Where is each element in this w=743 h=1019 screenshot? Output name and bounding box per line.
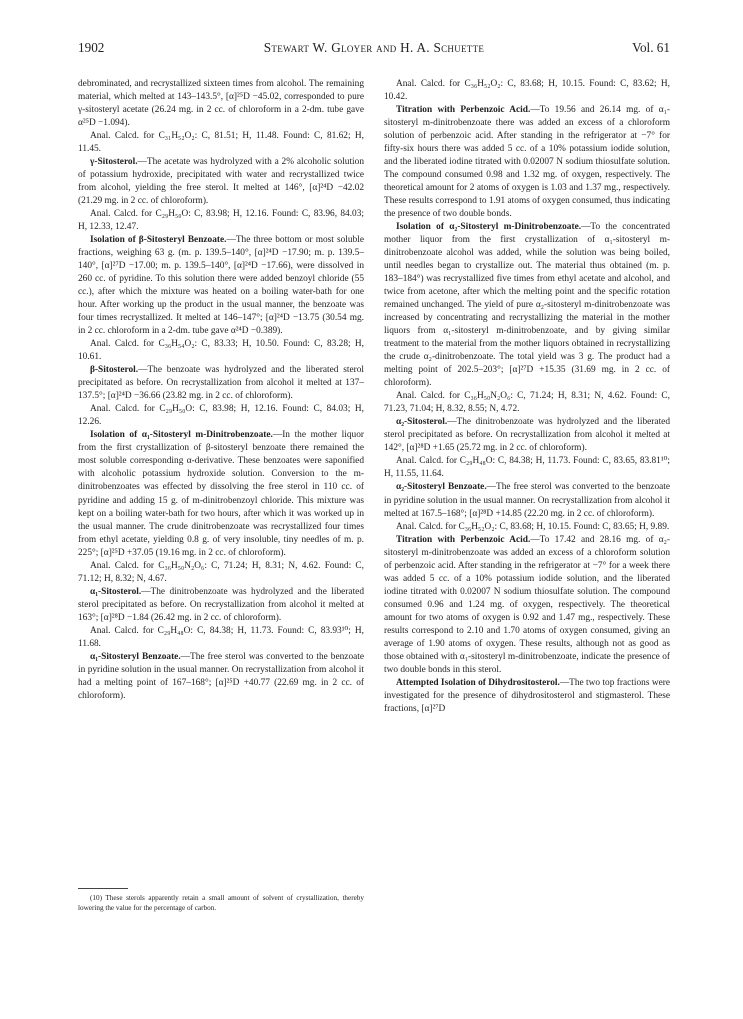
paragraph — [384, 78, 670, 104]
paragraph-text: Anal. Calcd. for C₃₆H₅₂O₂: C, 83.68; H, 10.15. Found: C, 83.65; H, 9.89. — [396, 521, 670, 532]
paragraph — [384, 221, 670, 390]
paragraph — [384, 416, 670, 455]
paragraph-text: —The free sterol was converted to the benzoate in pyridine solution in the usual manner. On recrystallization from alcohol it melted at 167.5–168°; [α]²⁸D +14.85 (22.20 mg. in 2 cc. of chloroform). — [384, 482, 671, 519]
paragraph — [78, 403, 364, 429]
paragraph — [78, 130, 364, 156]
paragraph-text: —The dinitrobenzoate was hydrolyzed and the liberated sterol precipitated as before. On recrystallization from alcohol it melted at 163°; [α]²⁸D −1.84 (26.42 mg. in 2 cc. of chloroform). — [78, 586, 364, 623]
paragraph — [78, 429, 364, 559]
paragraph — [384, 534, 670, 677]
paragraph-text: —The three bottom or most soluble fractions, weighing 63 g. (m. p. 139.5–140°, [α]²⁴D −17.90; m. p. 139.5–140°, [α]²⁷D −17.00; m. p. 139.5–140°, [α]²⁴D −17.66), were dissolved in 260 cc. of pyridine. To this solution there were added benzoyl chloride (55 cc.), after which the mixture was heated on a boiling water-bath for one hour. After working up the product in the usual manner, the benzoate was four times recrystallized. It melted at 146–147°; [α]²⁴D −13.75 (30.54 mg. in 2 cc. chloroform in a 2-dm. tube gave α²⁴D −0.389). — [78, 235, 364, 337]
paragraph-text: —The benzoate was hydrolyzed and the liberated sterol precipitated as before. On recrystallization from alcohol it melted at 137–137.5°; [α]²⁴D −36.66 (23.82 mg. in 2 cc. of chloroform). — [78, 365, 364, 402]
paragraph — [78, 234, 364, 338]
paragraph — [384, 455, 670, 481]
paragraph-text: Anal. Calcd. for C₃₁H₅₂O₂: C, 81.51; H, 11.48. Found: C, 81.62; H, 11.45. — [78, 131, 364, 155]
section-heading: β-Sitosterol. — [90, 365, 139, 376]
paragraph — [78, 560, 364, 586]
running-header — [78, 40, 670, 58]
section-heading: α₂-Sitosteryl Benzoate. — [396, 482, 487, 493]
section-heading: Titration with Perbenzoic Acid. — [396, 105, 531, 116]
paragraph — [78, 156, 364, 208]
paragraph — [78, 338, 364, 364]
section-heading: Titration with Perbenzoic Acid. — [396, 534, 531, 545]
paragraph-text: Anal. Calcd. for C₂₉H₅₀O: C, 83.98; H, 12.16. Found: C, 83.96, 84.03; H, 12.33, 12.47. — [78, 209, 364, 233]
paragraph — [384, 521, 670, 534]
paragraph — [384, 481, 670, 520]
right-column — [384, 78, 670, 716]
paragraph — [78, 625, 364, 651]
paragraph-text: —The dinitrobenzoate was hydrolyzed and the liberated sterol precipitated as before. On recrystallization from alcohol it melted at 142°, [α]²⁸D +1.65 (25.72 mg. in 2 cc. of chloroform). — [384, 417, 670, 454]
paragraph-text: Anal. Calcd. for C₃₆H₅₀N₂O₆: C, 71.24; H, 8.31; N, 4.62. Found: C, 71.12; H, 8.32; N, 4.67. — [78, 560, 364, 584]
section-heading: α₁-Sitosterol. — [90, 586, 142, 597]
paragraph — [384, 390, 670, 416]
volume-label: Vol. 61 — [632, 40, 670, 55]
paragraph — [78, 78, 364, 130]
paragraph-text: —To 19.56 and 26.14 mg. of α₁-sitosteryl m-dinitrobenzoate there was added an excess of a chloroform solution of perbenzoic acid. After standing in the refrigerator at −7° for fifty-six hours there was added 5 cc. of a 10% potassium iodide solution, and the liberated iodine titrated with 0.02007 N sodium thiosulfate solution. The compound consumed 0.98 and 1.32 mg. of oxygen, respectively. The theoretical amount for 2 atoms of oxygen is 1.03 and 1.37 mg., respectively. These results correspond to 1.91 atoms of oxygen consumed, thus indicating the presence of two double bonds. — [384, 105, 670, 220]
paragraph-text: —In the mother liquor from the first crystallization of β-sitosteryl benzoate there remained the most soluble corresponding α-derivative. These benzoates were saponified with alcoholic potassium hydroxide solution. Conversion to the m-dinitrobenzoates was effected by dissolving the free sterol in 110 cc. of pyridine and adding 15 g. of m-dinitrobenzoyl chloride. This mixture was kept on a boiling water-bath for two hours, after which it was worked up in the usual manner. The crude dinitrobenzoate was recrystallized four times from ethyl acetate, yielding 0.8 g. of very insoluble, tiny needles of m. p. 225°; [α]²⁵D +37.05 (19.16 mg. in 2 cc. of chloroform). — [78, 430, 364, 558]
paragraph — [78, 651, 364, 703]
footnote-rule — [78, 888, 128, 889]
section-heading: α₂-Sitosterol. — [396, 417, 448, 428]
paragraph-text: debrominated, and recrystallized sixteen times from alcohol. The remaining material, which melted at 143–143.5°, [α]²⁵D −45.02, corresponded to pure γ-sitosteryl acetate (26.24 mg. in 2 cc. of chloroform in a 2-dm. tube gave α²⁵D −1.094). — [78, 79, 364, 129]
paragraph-text: Anal. Calcd. for C₃₆H₅₀N₂O₆: C, 71.24; H, 8.31; N, 4.62. Found: C, 71.23, 71.04; H, 8.32, 8.55; N, 4.72. — [384, 391, 670, 415]
paragraph-text: —The free sterol was converted to the benzoate in pyridine solution in the usual manner. On recrystallization from alcohol it had a melting point of 167–168°; [α]²⁵D +40.77 (22.69 mg. in 2 cc. of chloroform). — [78, 651, 365, 701]
paragraph-text: —The two top fractions were investigated for the presence of dihydrositosterol and stigmasterol. These fractions, [α]²⁷D — [384, 677, 670, 714]
paragraph-text: Anal. Calcd. for C₂₉H₅₀O: C, 83.98; H, 12.16. Found: C, 84.03; H, 12.26. — [78, 404, 364, 428]
paragraph-text: Anal. Calcd. for C₂₉H₄₈O: C, 84.38; H, 11.73. Found: C, 83.93¹⁰; H, 11.68. — [78, 625, 364, 649]
paragraph — [78, 208, 364, 234]
running-title: Stewart W. Gloyer and H. A. Schuette — [263, 40, 485, 55]
paragraph-text: —To 17.42 and 28.16 mg. of α₂-sitosteryl m-dinitrobenzoate was added an excess of a chloroform solution of perbenzoic acid. After standing in the refrigerator at −7° for a week there was added 5 cc. of a 10% potassium iodide solution, and the liberated iodine titrated with 0.02007 N sodium thiosulfate solution. The compound consumed 0.96 and 1.24 mg. of oxygen, respectively. The theoretical amount for two atoms of oxygen is 0.92 and 1.47 mg., respectively. These results correspond to 2.10 and 1.70 atoms of oxygen consumed, giving an average of 1.90 atoms of oxygen. These results, although not as good as those obtained with α₁-sitosteryl m-dinitrobenzoate, indicate the presence of two double bonds in this sterol. — [384, 534, 670, 675]
paragraph-text: Anal. Calcd. for C₂₉H₄₈O: C, 84.38; H, 11.73. Found: C, 83.65, 83.81¹⁰; H, 11.55, 11.64. — [384, 456, 670, 480]
footnote — [78, 893, 364, 913]
section-heading: γ-Sitosterol. — [90, 157, 138, 168]
paragraph-text: —To the concentrated mother liquor from the first crystallization of α₁-sitosteryl m-dinitrobenzoate alcohol was added, while the solution was being boiled, until needles began to crystallize out. The material thus obtained (m. p. 183–184°) was recrystallized five times from ethyl acetate and alcohol, and twice from acetone, after which the melting point and the specific rotation remained unchanged. The yield of pure α₂-sitosteryl m-dinitrobenzoate was increased by concentrating and recrystallizing the material in the mother liquors from α₁-sitosteryl m-dinitrobenzoate, and by giving similar treatment to the material from the mother liquors obtained in recrystallizing the crude α₂-dinitrobenzoate. The total yield was 3 g. The product had a melting point of 202.5–203°; [α]²⁷D +15.35 (31.69 mg. in 2 cc. of chloroform). — [384, 222, 670, 389]
section-heading: Attempted Isolation of Dihydrositosterol. — [396, 677, 560, 688]
footnote-text: (10) These sterols apparently retain a small amount of solvent of crystallization, thereby lowering the value for the percentage of carbon. — [78, 894, 364, 912]
left-column — [78, 78, 364, 703]
paragraph-text: Anal. Calcd. for C₃₆H₅₄O₂: C, 83.33; H, 10.50. Found: C, 83.28; H, 10.61. — [78, 339, 364, 363]
paragraph — [384, 104, 670, 221]
section-heading: α₁-Sitosteryl Benzoate. — [90, 651, 181, 662]
paragraph-text: —The acetate was hydrolyzed with a 2% alcoholic solution of potassium hydroxide, precipitated with water and recrystallized twice from alcohol, yielding the free sterol. It melted at 146°, [α]²⁴D −42.02 (21.29 mg. in 2 cc. of chloroform). — [78, 157, 364, 207]
paragraph — [384, 677, 670, 716]
paragraph — [78, 364, 364, 403]
section-heading: Isolation of α₁-Sitosteryl m-Dinitrobenzoate. — [90, 430, 273, 441]
paragraph-text: Anal. Calcd. for C₃₆H₅₂O₂: C, 83.68; H, 10.15. Found: C, 83.62; H, 10.42. — [384, 79, 670, 103]
section-heading: Isolation of α₂-Sitosteryl m-Dinitrobenzoate. — [396, 222, 582, 233]
page-number: 1902 — [78, 40, 105, 55]
paragraph — [78, 586, 364, 625]
section-heading: Isolation of β-Sitosteryl Benzoate. — [90, 235, 227, 246]
